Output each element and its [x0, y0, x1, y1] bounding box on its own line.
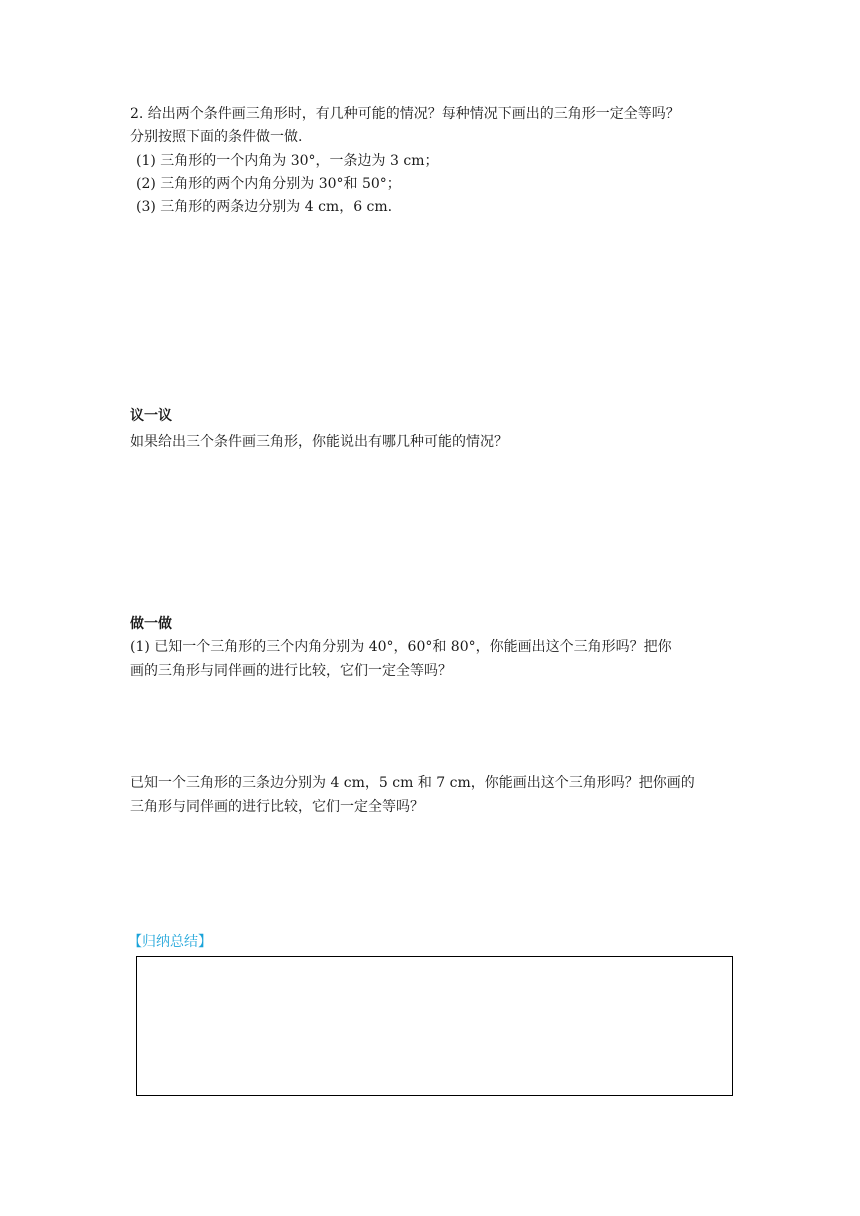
question-2-intro-line-2: 分别按照下面的条件做一做. [130, 129, 303, 145]
do-it-item-1-line-1: (1) 已知一个三角形的三个内角分别为 40°，60°和 80°，你能画出这个三角形吗？把你 [130, 639, 672, 655]
question-2-item-3: (3) 三角形的两条边分别为 4 cm，6 cm. [136, 199, 393, 215]
question-2-intro-line-1: 2. 给出两个条件画三角形时，有几种可能的情况？每种情况下画出的三角形一定全等吗？ [130, 106, 680, 122]
discuss-heading: 议一议 [130, 408, 172, 424]
discuss-text: 如果给出三个条件画三角形，你能说出有哪几种可能的情况？ [130, 434, 508, 450]
summary-box [136, 956, 733, 1096]
question-2-item-2: (2) 三角形的两个内角分别为 30°和 50°； [136, 176, 401, 192]
do-it-item-2-line-1: 已知一个三角形的三条边分别为 4 cm，5 cm 和 7 cm，你能画出这个三角形吗？把你画的 [130, 775, 695, 791]
question-2-item-1: (1) 三角形的一个内角为 30°，一条边为 3 cm； [136, 153, 439, 169]
do-it-item-1-line-2: 画的三角形与同伴画的进行比较，它们一定全等吗？ [130, 663, 452, 679]
do-it-heading: 做一做 [130, 616, 172, 632]
summary-label: 【归纳总结】 [128, 934, 212, 950]
do-it-item-2-line-2: 三角形与同伴画的进行比较，它们一定全等吗？ [130, 799, 424, 815]
